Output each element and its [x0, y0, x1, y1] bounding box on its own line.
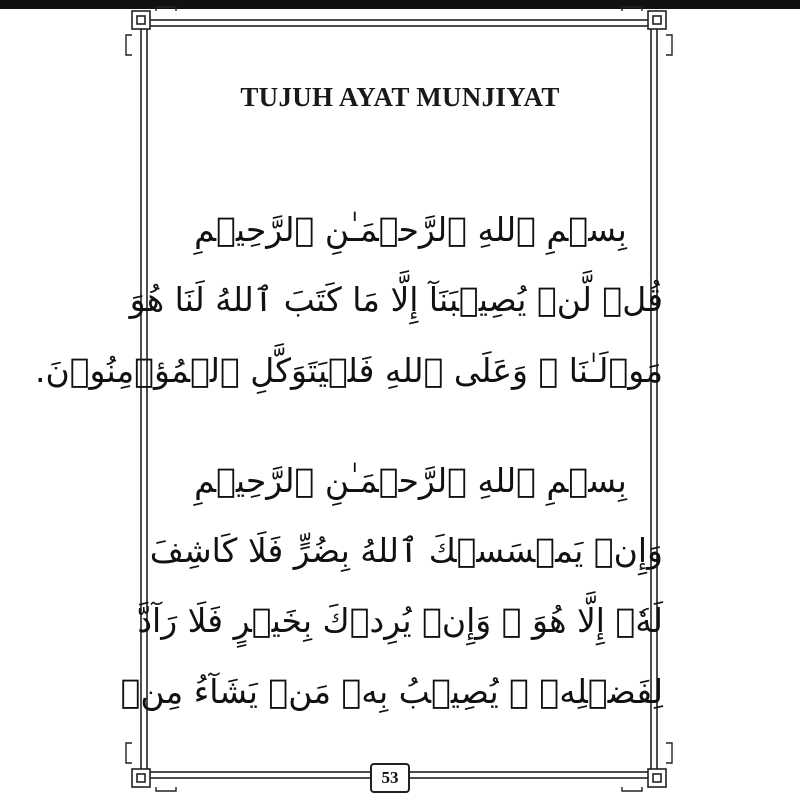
page-number: 53	[370, 763, 410, 793]
page-title: TUJUH AYAT MUNJIYAT	[240, 82, 560, 112]
corner-ornaments	[34, 11, 666, 787]
basmala-1: بِسۡمِ ٱللهِ ٱلرَّحۡمَـٰنِ ٱلرَّحِيۡمِ	[194, 210, 627, 249]
verse-line: قُلۡ لَّنۡ يُصِيۡبَنَآ إِلَّا مَا كَتَبَ ٱللهُ لَنَا هُوَ	[129, 280, 663, 319]
verse-line: لَهٗۤ إِلَّا هُوَ ۖ وَإِنۡ يُرِدۡكَ بِخَيۡرٍ فَلَا رَآدَّ	[137, 601, 663, 640]
basmala-2: بِسۡمِ ٱللهِ ٱلرَّحۡمَـٰنِ ٱلرَّحِيۡمِ	[194, 461, 627, 500]
verse-line: وَإِنۡ يَمۡسَسۡكَ ٱللهُ بِضُرٍّ فَلَا كَاشِفَ	[149, 531, 663, 570]
verse-line: لِفَضۡلِهٖ ۚ يُصِيۡبُ بِهٖ مَنۡ يَشَآءُ مِنۡ	[120, 672, 663, 711]
verse-line: مَوۡلَـٰنَا ۚ وَعَلَى ٱللهِ فَلۡيَتَوَكَّلِ ٱلۡمُؤۡمِنُوۡنَ.	[34, 351, 663, 390]
